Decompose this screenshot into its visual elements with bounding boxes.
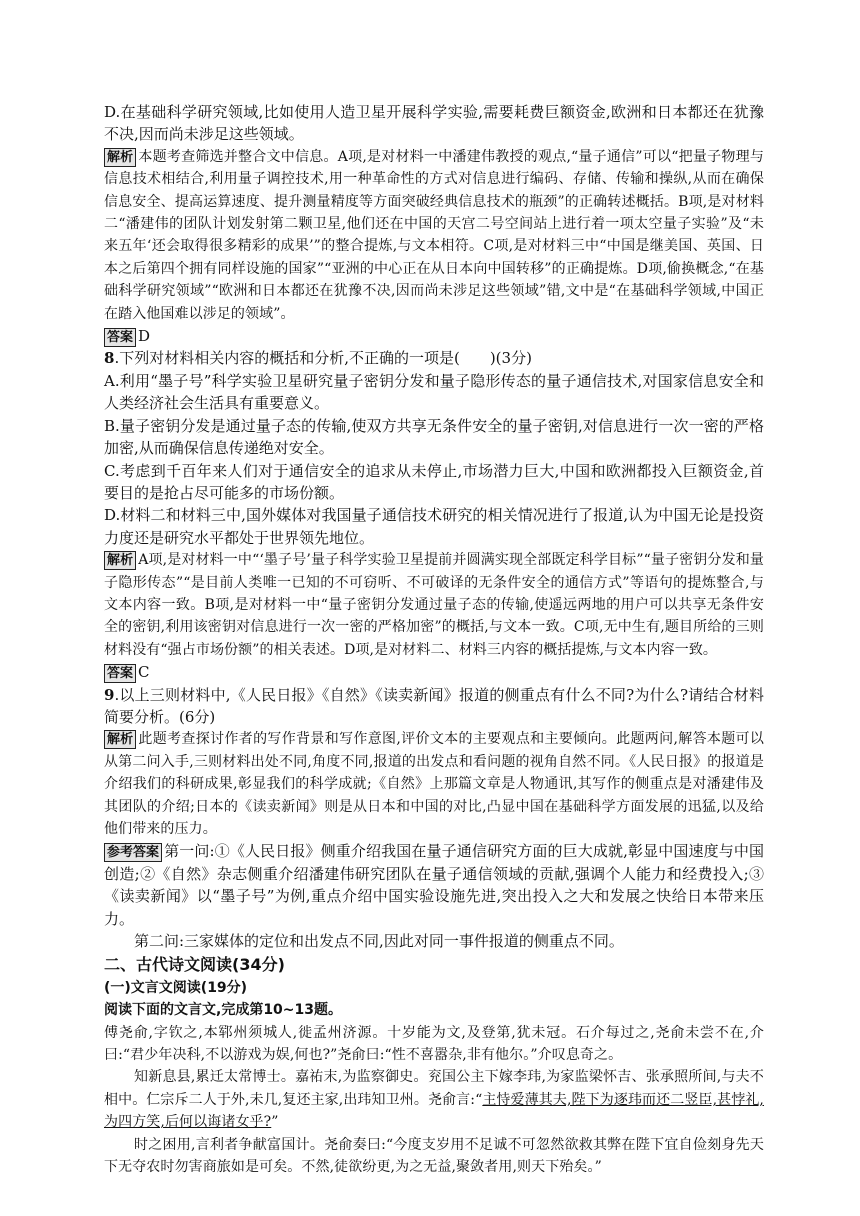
explanation-tag: 解析 [104,551,136,570]
q8-option-a: A.利用“墨子号”科学实验卫星研究量子密钥分发和量子隐形传态的量子通信技术,对国家信息安全和人类经济社会生活具有重要意义。 [104,371,764,413]
q7-option-d: D.在基础科学研究领域,比如使用人造卫星开展科学实验,需要耗费巨额资金,欧洲和日本都还在犹豫不决,因而尚未涉足这些领域。 [104,103,764,144]
q7-answer [104,325,764,347]
classical-paragraph-3 [104,1134,764,1179]
subsection-title: (一)文言文阅读(19分) [104,979,248,996]
q9-number: 9 [104,685,115,704]
q9-reference-answer-1 [104,840,764,930]
answer-tag: 答案 [104,328,136,347]
page-content [104,101,764,1179]
q9-stem-text: .以上三则材料中,《人民日报》《自然》《读卖新闻》报道的侧重点有什么不同?为什么?请结合材料简要分析。(6分) [104,685,764,726]
q8-option-b: B.量子密钥分发是通过量子态的传输,使双方共享无条件安全的量子密钥,对信息进行一次一密的严格加密,从而确保信息传递绝对安全。 [104,416,764,458]
q8-option-c: C.考虑到千百年来人们对于通信安全的追求从未停止,市场潜力巨大,中国和欧洲都投入巨额资金,首要目的是抢占尽可能多的市场份额。 [104,461,764,502]
q7-explanation-text: 本题考查筛选并整合文中信息。A项,是对材料一中潘建伟教授的观点,“量子通信”可以“把量子物理与信息技术相结合,利用量子调控技术,用一种革命性的方式对信息进行编码、存储、传输和操纵,从而在确保信息安全、提高运算速度、提升测量精度等方面突破经典信息技术的瓶颈”的正确转述概括。B项,是对材料二“潘建伟的团队计划发射第二颗卫星,他们还在中国的天宫二号空间站上进行着一项太空量子实验”及“未来五年‘还会取得很多精彩的成果’”的整合提炼,与文本相符。C项,是对材料三中“中国是继美国、英国、日本之后第四个拥有同样设施的国家”“亚洲的中心正在从日本向中国转移”的正确提炼。D项,偷换概念,“在基础科学研究领域”“欧洲和日本都还在犹豫不决,因而尚未涉足这些领域”错,文中是“在基础科学领域,中国正在踏入他国难以涉足的领域”。 [104,148,764,322]
reading-instruction: 阅读下面的文言文,完成第10~13题。 [104,1002,343,1019]
explanation-tag: 解析 [104,148,136,167]
reference-answer-tag: 参考答案 [104,843,162,862]
explanation-tag: 解析 [104,730,136,749]
q8-explanation-text: A项,是对材料一中“‘墨子号’量子科学实验卫星提前并圆满实现全部既定科学目标”“量子密钥分发和量子隐形传态”“是目前人类唯一已知的不可窃听、不可破译的无条件安全的通信方式”等语句的提炼整合,与文本内容一致。B项,是对材料一中“量子密钥分发通过量子态的传输,使遥远两地的用户可以共享无条件安全的密钥,利用该密钥对信息进行一次一密的严格加密”的概括,与文本一致。C项,无中生有,题目所给的三则材料没有“强占市场份额”的相关表述。D项,是对材料二、材料三内容的概括提炼,与文本内容一致。 [104,552,764,658]
section-title: 二、古代诗文阅读(34分) [104,955,285,975]
q8-answer-text: C [138,663,150,682]
q9-explanation-text: 此题考查探讨作者的写作背景和写作意图,评价文本的主要观点和主要倾向。此题两问,解答本题可以从第二问入手,三则材料出处不同,角度不同,报道的出发点和看问题的视角自然不同。《人民日报》的报道是介绍我们的科研成果,彰显我们的科学成就;《自然》上那篇文章是人物通讯,其写作的侧重点是对潘建伟及其团队的介绍;日本的《读卖新闻》则是从日本和中国的对比,凸显中国在基础科学方面发展的迅猛,以及给他们带来的压力。 [104,731,764,837]
classical-p3-text: 时之困用,言利者争献富国计。尧俞奏曰:“今度支岁用不足诚不可忽然欲救其弊在陛下宜自俭刻身先天下无夺农时勿害商旅如是可矣。不然,徒欲纷更,为之无益,聚敛者用,则天下殆矣。” [104,1136,764,1176]
q7-explanation [104,146,764,325]
q8-stem-text: .下列对材料相关内容的概括和分析,不正确的一项是( )(3分) [114,349,532,368]
classical-paragraph-1: 傅尧俞,字钦之,本郓州须城人,徙孟州济源。十岁能为文,及登第,犹未冠。石介每过之,尧俞未尝不在,介曰:“君少年决科,不以游戏为娱,何也?”尧俞曰:“性不喜嚣杂,非有他尔。”介叹息奇之。 [104,1024,764,1064]
q8-option-d: D.材料二和材料三中,国外媒体对我国量子通信技术研究的相关情况进行了报道,认为中国无论是投资力度还是研究水平都处于世界领先地位。 [104,506,764,547]
q8-stem [104,347,764,369]
q7-answer-text: D [138,327,151,346]
classical-p2-close: ” [271,1114,279,1131]
answer-tag: 答案 [104,664,136,683]
q8-answer [104,661,764,683]
q8-explanation [104,549,764,661]
q9-reference-answer-2: 第二问:三家媒体的定位和出发点不同,因此对同一事件报道的侧重点不同。 [134,932,624,951]
classical-p2-text: 知新息县,累迁太常博士。嘉祐末,为监察御史。兖国公主下嫁李玮,为家监梁怀吉、张承照所间,与夫不相中。仁宗斥二人于外,未几,复还主家,出玮知卫州。尧俞言:“ [104,1069,764,1108]
q9-stem [104,684,764,729]
classical-paragraph-2 [104,1066,764,1133]
q9-reference-text-1: 第一问:①《人民日报》侧重介绍我国在量子通信研究方面的巨大成就,彰显中国速度与中国创造;②《自然》杂志侧重介绍潘建伟研究团队在量子通信领域的贡献,强调个人能力和经费投入;③《读卖新闻》以“墨子号”为例,重点介绍中国实验设施先进,突出投入之大和发展之快给日本带来压力。 [104,842,764,928]
classical-underlined-sentence: 主恃爱薄其夫,陛下为逐玮而还二竖臣,甚悖礼,为四方笑,后何以诲诸女乎? [104,1091,764,1131]
q9-explanation [104,728,764,840]
q8-number: 8 [104,349,115,368]
